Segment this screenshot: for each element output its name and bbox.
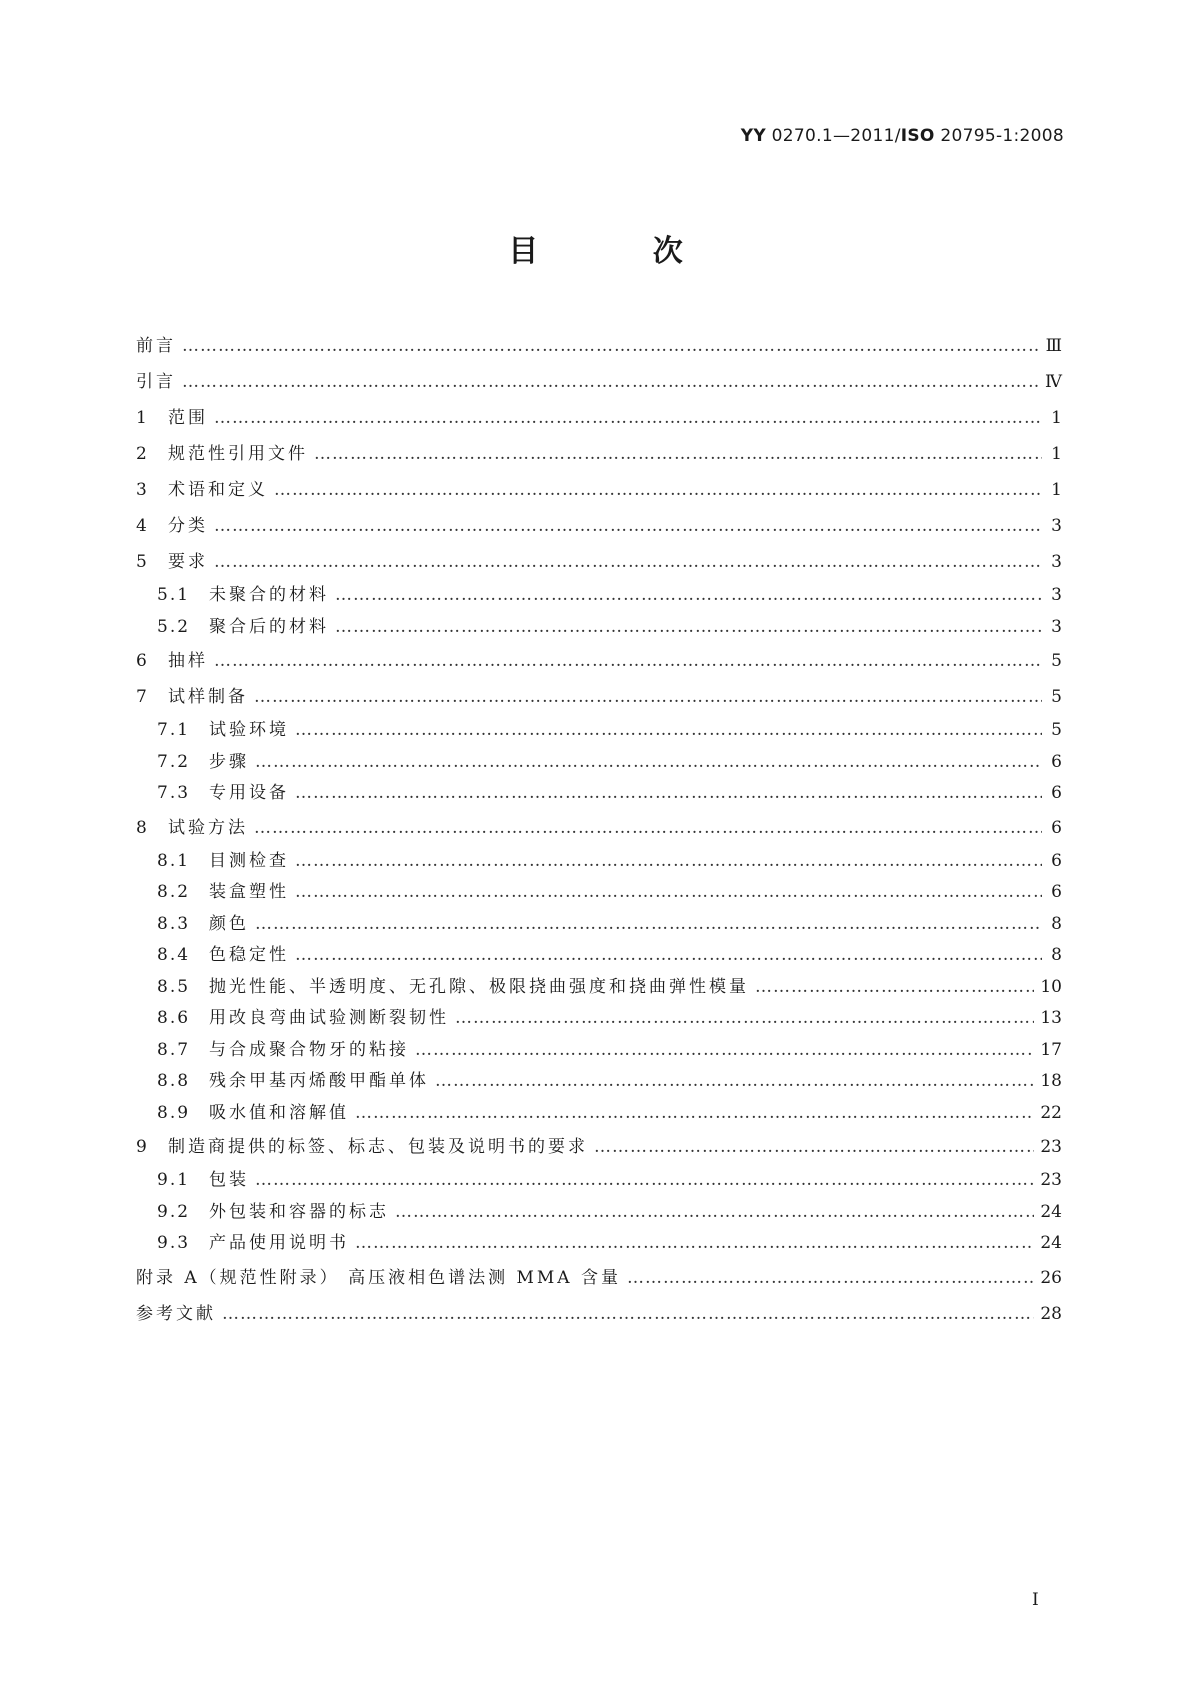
toc-entry[interactable]	[136, 1003, 1062, 1035]
toc-dot-leader	[314, 436, 1042, 472]
toc-entry[interactable]	[136, 679, 1062, 715]
toc-entry-label: 引言	[136, 372, 176, 392]
toc-entry-number: 8.7	[157, 1039, 191, 1060]
toc-entry[interactable]	[136, 1228, 1062, 1260]
toc-entry-number: 9.2	[157, 1201, 191, 1222]
toc-entry[interactable]	[136, 1066, 1062, 1098]
toc-entry[interactable]	[136, 810, 1062, 846]
toc-dot-leader	[254, 679, 1042, 715]
toc-entry-page: 10	[1040, 976, 1062, 997]
toc-dot-leader	[415, 1035, 1034, 1067]
toc-entry[interactable]	[136, 400, 1062, 436]
toc-dot-leader	[295, 940, 1042, 972]
toc-entry[interactable]	[136, 1296, 1062, 1332]
toc-entry-page: 6	[1051, 882, 1062, 902]
toc-entry[interactable]	[136, 1035, 1062, 1067]
toc-dot-leader	[594, 1129, 1034, 1165]
toc-dot-leader	[255, 1165, 1034, 1197]
toc-dot-leader	[355, 1228, 1034, 1260]
toc-entry-number: 8.3	[157, 913, 191, 934]
iso-number: 20795-1:2008	[940, 126, 1064, 146]
toc-entry-number: 8.8	[157, 1071, 191, 1091]
toc-entry-number: 7	[136, 687, 149, 707]
toc-entry-label: 术语和定义	[168, 480, 268, 500]
toc-entry[interactable]	[136, 436, 1062, 472]
toc-entry-number: 9.1	[157, 1170, 191, 1190]
toc-entry-number: 4	[136, 516, 149, 536]
toc-entry-label: 参考文献	[136, 1303, 216, 1324]
toc-entry-page: 26	[1040, 1267, 1062, 1288]
toc-entry-page: 1	[1051, 480, 1062, 500]
toc-entry[interactable]	[136, 846, 1062, 878]
toc-entry-number: 5.2	[157, 616, 191, 637]
toc-entry[interactable]	[136, 1165, 1062, 1197]
toc-entry-page: 28	[1040, 1303, 1062, 1324]
toc-entry-page: 1	[1051, 444, 1062, 464]
toc-entry-label: 要求	[168, 552, 208, 572]
toc-entry-number: 2	[136, 444, 149, 464]
toc-dot-leader	[274, 472, 1042, 508]
toc-entry-label: 残余甲基丙烯酸甲酯单体	[209, 1071, 429, 1091]
toc-entry-page: Ⅲ	[1045, 336, 1062, 356]
toc-dot-leader	[295, 778, 1042, 810]
toc-entry-label: 产品使用说明书	[209, 1233, 349, 1253]
toc-dot-leader	[355, 1098, 1034, 1130]
toc-entry-page: 3	[1051, 516, 1062, 536]
toc-entry[interactable]	[136, 909, 1062, 941]
toc-entry[interactable]	[136, 1129, 1062, 1165]
toc-entry-label: 试验方法	[168, 817, 248, 838]
toc-dot-leader	[255, 909, 1042, 941]
toc-entry[interactable]	[136, 612, 1062, 644]
toc-entry-number: 5	[136, 552, 149, 572]
table-of-contents	[136, 328, 1062, 1332]
toc-entry-label: 与合成聚合物牙的粘接	[209, 1039, 409, 1060]
toc-entry-label: 附录 A（规范性附录） 高压液相色谱法测 MMA 含量	[136, 1267, 621, 1288]
toc-entry-number: 7.1	[157, 720, 191, 740]
toc-entry-page: Ⅳ	[1045, 372, 1062, 392]
toc-dot-leader	[182, 328, 1040, 364]
toc-entry-label: 外包装和容器的标志	[209, 1201, 389, 1222]
page-number: I	[1032, 1590, 1039, 1610]
toc-entry-number: 8.1	[157, 850, 191, 871]
toc-entry[interactable]	[136, 972, 1062, 1004]
toc-entry[interactable]	[136, 1098, 1062, 1130]
iso-prefix: ISO	[900, 126, 935, 146]
toc-entry-label: 试样制备	[168, 687, 248, 707]
toc-entry[interactable]	[136, 715, 1062, 747]
standard-number	[741, 126, 1064, 146]
toc-entry-label: 聚合后的材料	[209, 616, 329, 637]
toc-dot-leader	[395, 1197, 1034, 1229]
toc-dot-leader	[214, 400, 1042, 436]
toc-entry[interactable]	[136, 877, 1062, 909]
toc-dot-leader	[222, 1296, 1034, 1332]
toc-entry[interactable]	[136, 472, 1062, 508]
toc-entry[interactable]	[136, 1197, 1062, 1229]
toc-dot-leader	[182, 364, 1039, 400]
toc-entry-label: 分类	[168, 516, 208, 536]
toc-entry-number: 5.1	[157, 585, 191, 605]
toc-entry-number: 8.5	[157, 976, 191, 997]
toc-dot-leader	[627, 1260, 1034, 1296]
toc-entry-label: 色稳定性	[209, 945, 289, 965]
toc-entry-page: 6	[1051, 783, 1062, 803]
toc-entry-label: 制造商提供的标签、标志、包装及说明书的要求	[168, 1137, 588, 1157]
toc-entry-label: 规范性引用文件	[168, 444, 308, 464]
toc-entry-label: 装盒塑性	[209, 882, 289, 902]
toc-dot-leader	[455, 1003, 1034, 1035]
toc-entry-number: 7.2	[157, 751, 191, 772]
toc-entry-page: 3	[1051, 616, 1062, 637]
toc-entry-page: 5	[1051, 720, 1062, 740]
toc-entry[interactable]	[136, 940, 1062, 972]
toc-entry-page: 18	[1040, 1071, 1062, 1091]
toc-entry-page: 6	[1051, 751, 1062, 772]
toc-entry-page: 13	[1040, 1008, 1062, 1028]
toc-entry-number: 1	[136, 408, 149, 428]
toc-entry-label: 吸水值和溶解值	[209, 1102, 349, 1123]
toc-dot-leader	[214, 544, 1042, 580]
toc-dot-leader	[214, 643, 1042, 679]
toc-entry[interactable]	[136, 508, 1062, 544]
toc-entry-label: 未聚合的材料	[209, 585, 329, 605]
toc-entry-number: 8.4	[157, 945, 191, 965]
toc-entry-label: 步骤	[209, 751, 249, 772]
toc-entry-page: 8	[1051, 913, 1062, 934]
toc-entry-label: 包装	[209, 1170, 249, 1190]
toc-entry-number: 7.3	[157, 783, 191, 803]
toc-entry-page: 5	[1051, 687, 1062, 707]
toc-entry-number: 8.6	[157, 1008, 191, 1028]
toc-entry-label: 前言	[136, 336, 176, 356]
toc-entry-page: 3	[1051, 585, 1062, 605]
toc-entry-label: 试验环境	[209, 720, 289, 740]
toc-dot-leader	[295, 846, 1042, 878]
toc-dot-leader	[335, 612, 1042, 644]
toc-entry-label: 目测检查	[209, 850, 289, 871]
toc-entry-number: 3	[136, 480, 149, 500]
toc-entry[interactable]	[136, 747, 1062, 779]
toc-entry[interactable]	[136, 1260, 1062, 1296]
toc-dot-leader	[254, 810, 1042, 846]
toc-entry[interactable]	[136, 364, 1062, 400]
toc-entry-number: 8.2	[157, 882, 191, 902]
toc-entry-number: 8.9	[157, 1102, 191, 1123]
toc-entry-page: 1	[1051, 408, 1062, 428]
toc-dot-leader	[435, 1066, 1034, 1098]
toc-entry-number: 9	[136, 1137, 149, 1157]
toc-dot-leader	[295, 877, 1042, 909]
toc-entry-label: 专用设备	[209, 783, 289, 803]
toc-entry-label: 颜色	[209, 913, 249, 934]
toc-entry-page: 6	[1051, 817, 1062, 838]
toc-dot-leader	[255, 747, 1042, 779]
toc-entry-page: 6	[1051, 850, 1062, 871]
toc-entry-page: 24	[1040, 1233, 1062, 1253]
toc-entry[interactable]	[136, 544, 1062, 580]
toc-dot-leader	[295, 715, 1042, 747]
toc-entry-label: 抽样	[168, 651, 208, 671]
toc-entry-number: 6	[136, 651, 149, 671]
toc-dot-leader	[335, 580, 1042, 612]
toc-entry-page: 3	[1051, 552, 1062, 572]
toc-entry-page: 17	[1040, 1039, 1062, 1060]
toc-entry-page: 8	[1051, 945, 1062, 965]
toc-dot-leader	[214, 508, 1042, 544]
toc-entry-label: 用改良弯曲试验测断裂韧性	[209, 1008, 449, 1028]
toc-entry[interactable]	[136, 643, 1062, 679]
std-number: 0270.1—2011/	[771, 126, 901, 146]
toc-entry-page: 23	[1040, 1170, 1062, 1190]
toc-entry[interactable]	[136, 580, 1062, 612]
toc-dot-leader	[755, 972, 1034, 1004]
toc-entry-page: 5	[1051, 651, 1062, 671]
toc-entry[interactable]	[136, 778, 1062, 810]
page-title: 目 次	[508, 234, 735, 269]
toc-entry-page: 22	[1040, 1102, 1062, 1123]
toc-entry-label: 范围	[168, 408, 208, 428]
std-prefix: YY	[740, 126, 766, 146]
toc-entry-label: 抛光性能、半透明度、无孔隙、极限挠曲强度和挠曲弹性模量	[209, 976, 749, 997]
toc-entry-page: 24	[1040, 1201, 1062, 1222]
toc-entry-number: 9.3	[157, 1233, 191, 1253]
toc-entry-number: 8	[136, 817, 149, 838]
toc-entry-page: 23	[1040, 1137, 1062, 1157]
toc-entry[interactable]	[136, 328, 1062, 364]
